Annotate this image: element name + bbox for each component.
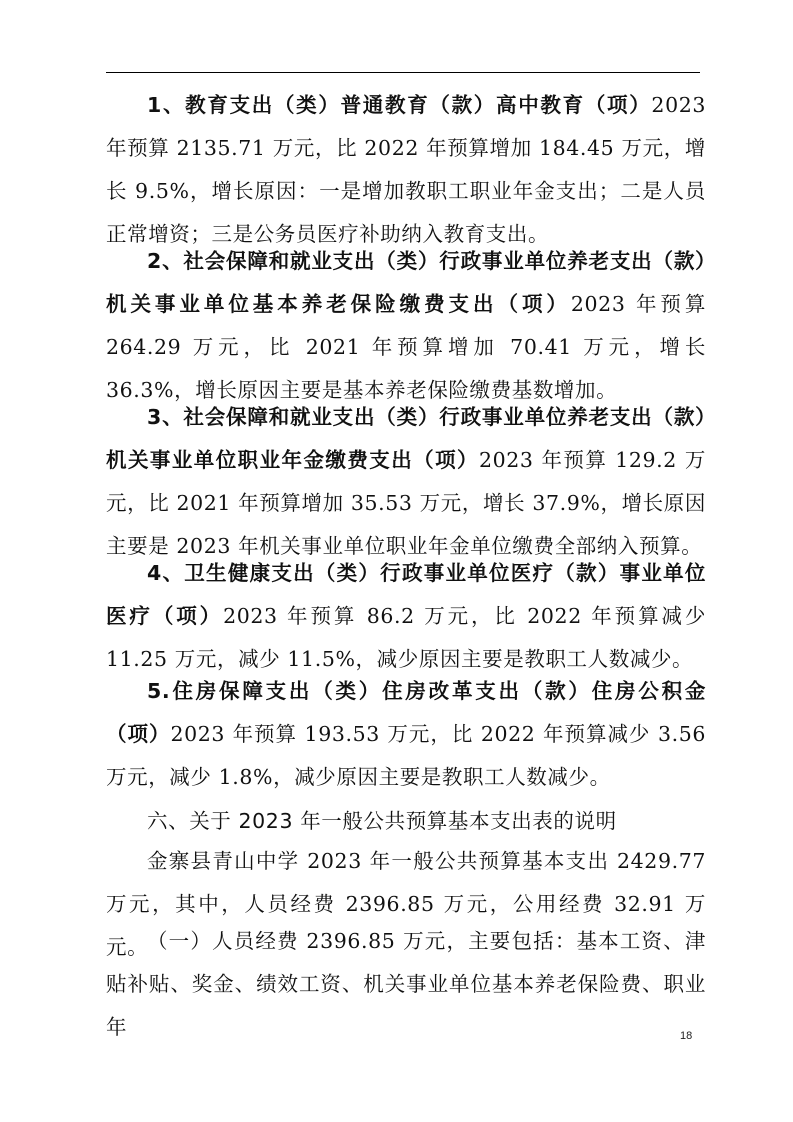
item-5 [106,670,706,799]
item-3-heading: 3、社会保障和就业支出（类）行政事业单位养老支出（款）机关事业单位职业年金缴费支出（项） [106,405,706,472]
item-1 [106,84,706,256]
item-4 [106,552,706,681]
section-6-para-1: 金寨县青山中学 2023 年一般公共预算基本支出 2429.77 万元，其中，人员经费 2396.85 万元，公用经费 32.91 万元。 [106,849,706,959]
item-5-heading: 5.住房保障支出（类）住房改革支出（款）住房公积金（项） [106,679,706,746]
item-1-body: 2023 年预算 2135.71 万元，比 2022 年预算增加 184.45 万元，增长 9.5%，增长原因：一是增加教职工职业年金支出；二是人员正常增资；三是公务员医疗补助纳入教育支出。 [106,93,706,246]
item-5-body: 2023 年预算 193.53 万元，比 2022 年预算减少 3.56 万元，减少 1.8%，减少原因主要是教职工人数减少。 [106,722,706,789]
item-4-body: 2023 年预算 86.2 万元，比 2022 年预算减少 11.25 万元，减少 11.5%，减少原因主要是教职工人数减少。 [106,604,707,671]
section-6-title: 六、关于 2023 年一般公共预算基本支出表的说明 [147,809,617,833]
item-3 [106,396,706,568]
item-1-heading: 1、教育支出（类）普通教育（款）高中教育（项） [147,93,652,117]
item-4-heading: 4、卫生健康支出（类）行政事业单位医疗（款）事业单位医疗（项） [106,561,706,628]
item-2-heading: 2、社会保障和就业支出（类）行政事业单位养老支出（款）机关事业单位基本养老保险缴费支出（项） [106,249,706,316]
item-2-body: 2023 年预算 264.29 万元，比 2021 年预算增加 70.41 万元，增长 36.3%，增长原因主要是基本养老保险缴费基数增加。 [106,292,706,402]
section-6-para-2: （一）人员经费 2396.85 万元，主要包括：基本工资、津贴补贴、奖金、绩效工资、机关事业单位基本养老保险费、职业年 [106,929,706,1039]
item-3-body: 2023 年预算 129.2 万元，比 2021 年预算增加 35.53 万元，增长 37.9%，增长原因主要是 2023 年机关事业单位职业年金单位缴费全部纳入预算。 [106,448,706,558]
item-2 [106,240,706,412]
page-number: 18 [680,1030,693,1042]
header-rule [106,72,700,73]
